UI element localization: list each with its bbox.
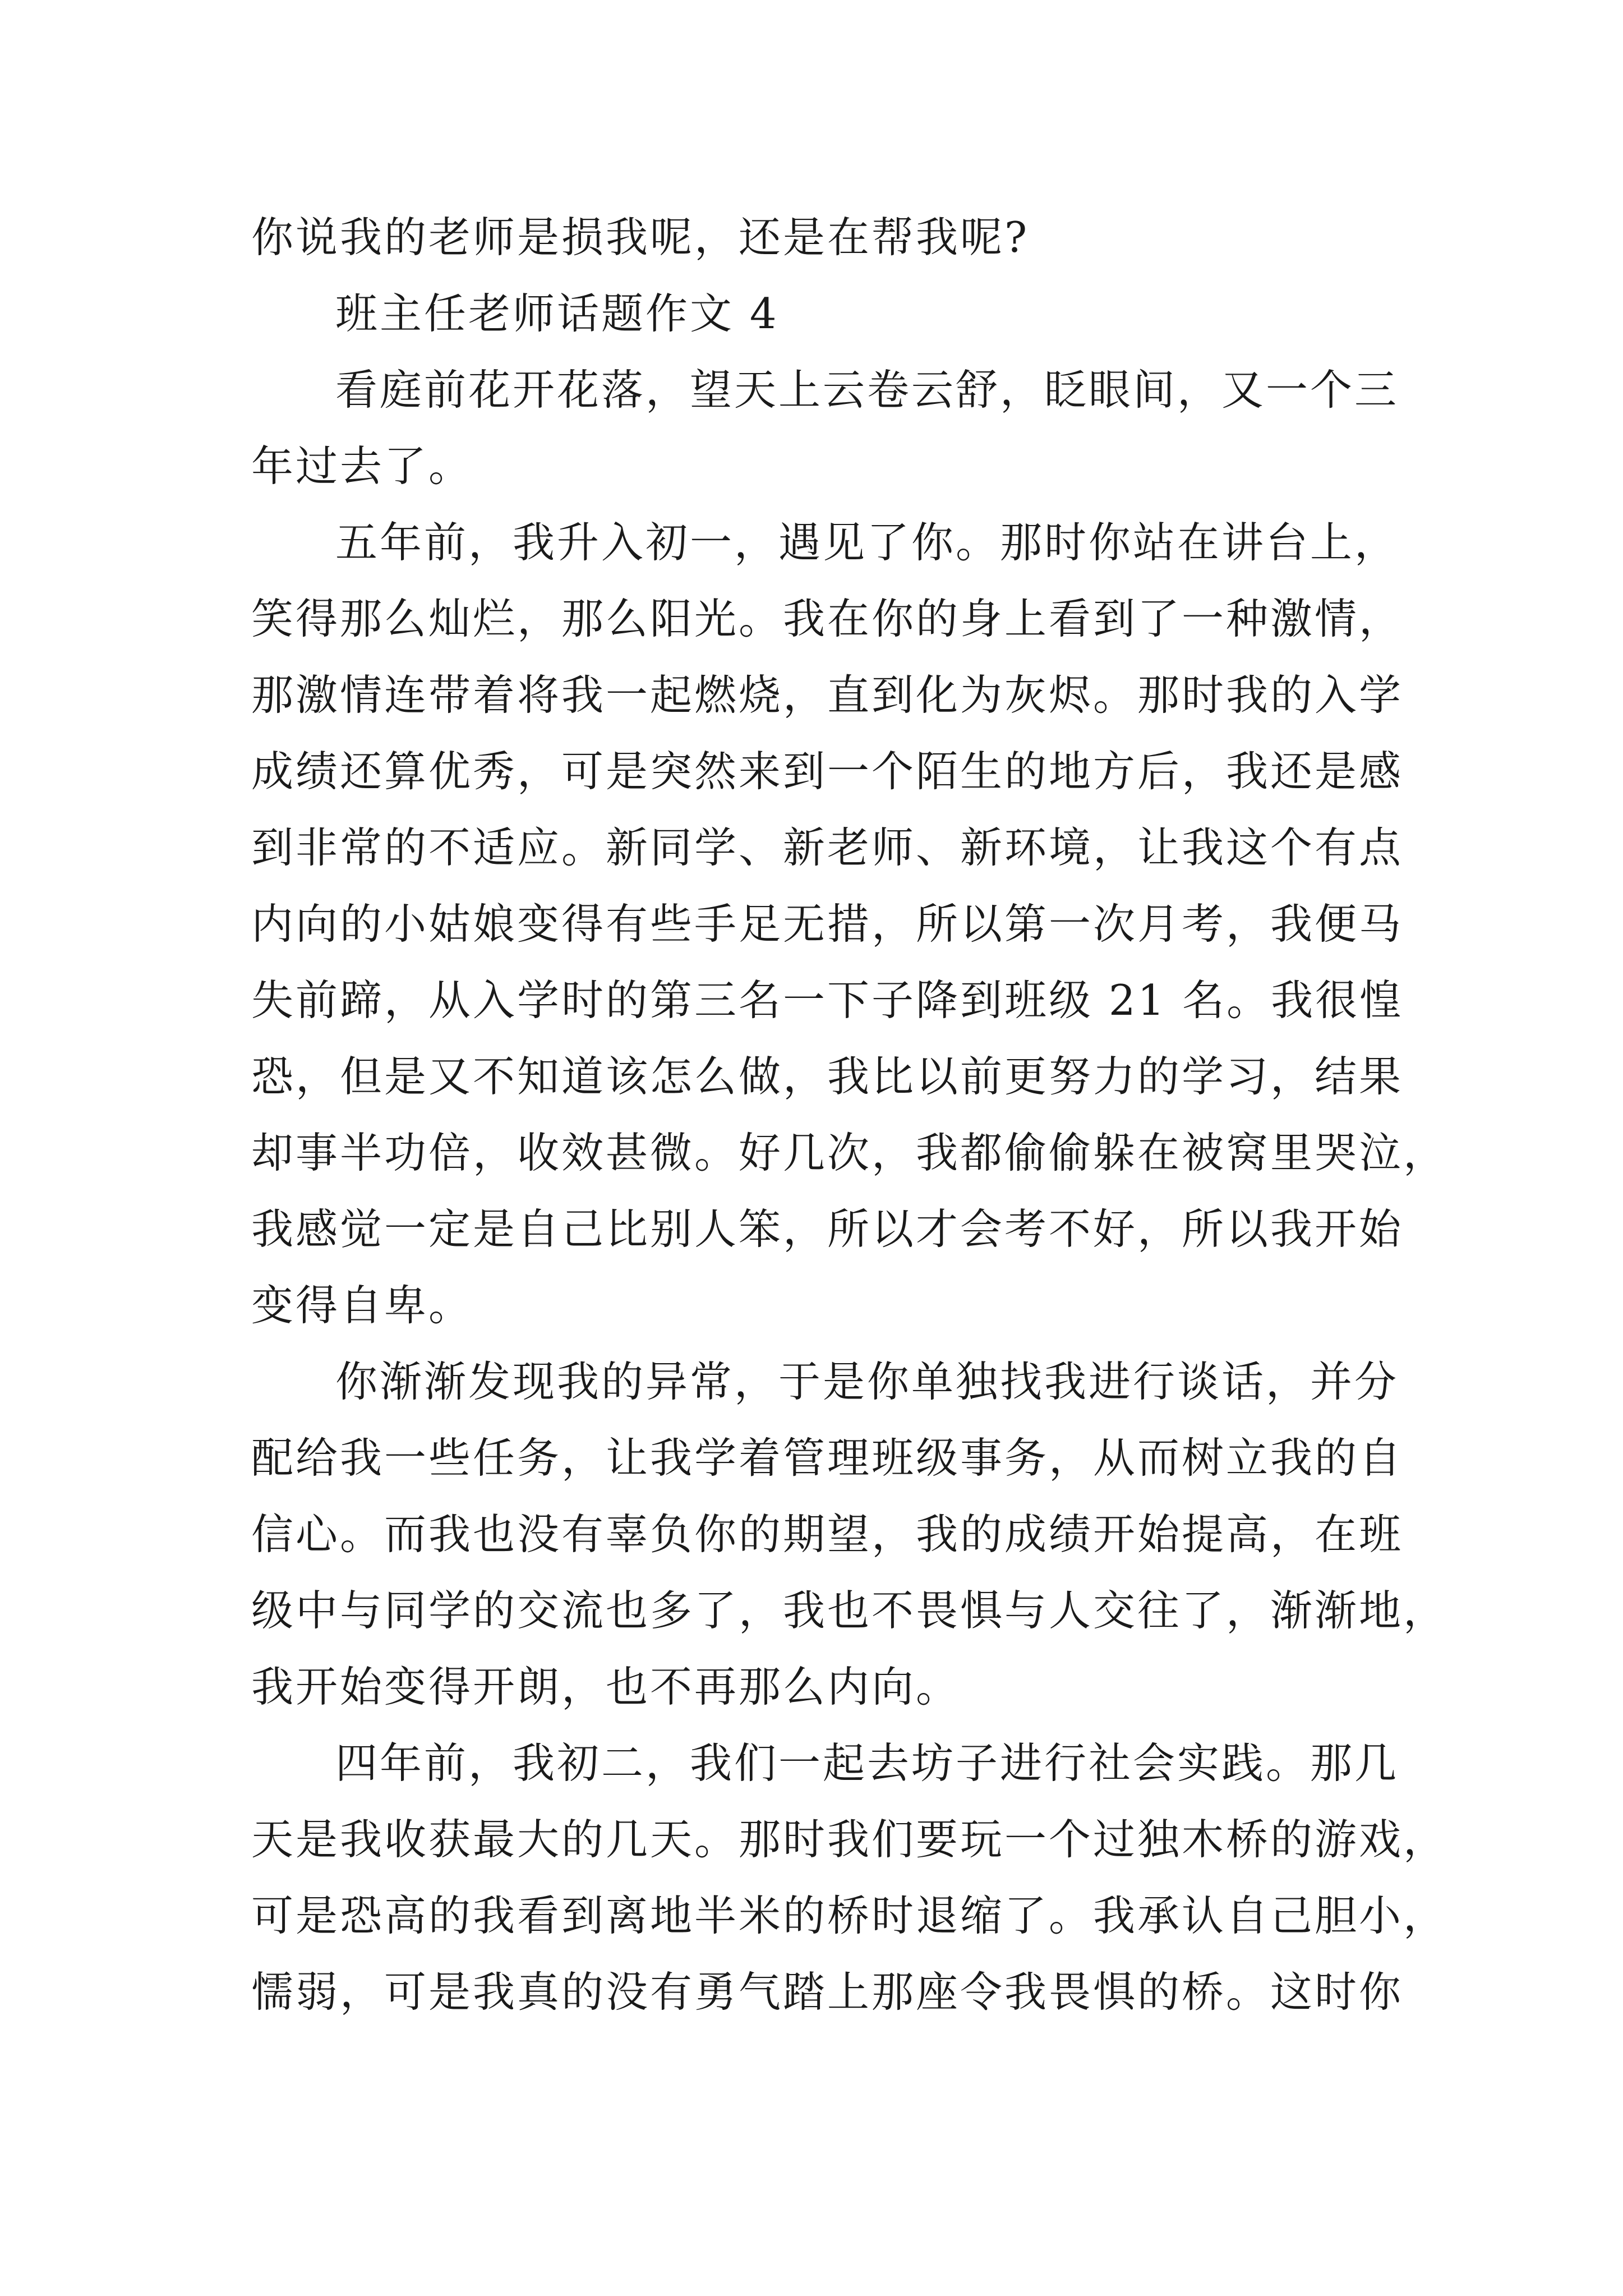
text-line: 看庭前花开花落，望天上云卷云舒，眨眼间，又一个三 bbox=[335, 365, 1399, 415]
essay-body bbox=[251, 199, 1448, 2030]
text-line: 成绩还算优秀，可是突然来到一个陌生的地方后，我还是感 bbox=[251, 747, 1404, 796]
text-line: 五年前，我升入初一，遇见了你。那时你站在讲台上， bbox=[335, 518, 1399, 567]
text-line: 天是我收获最大的几天。那时我们要玩一个过独木桥的游戏， bbox=[251, 1815, 1448, 1864]
text-line: 变得自卑。 bbox=[251, 1281, 473, 1330]
text-line: 笑得那么灿烂，那么阳光。我在你的身上看到了一种激情， bbox=[251, 594, 1404, 643]
text-line: 内向的小姑娘变得有些手足无措，所以第一次月考，我便马 bbox=[251, 899, 1404, 949]
text-line: 失前蹄，从入学时的第三名一下子降到班级 21 名。我很惶 bbox=[251, 976, 1404, 1025]
text-line: 配给我一些任务，让我学着管理班级事务，从而树立我的自 bbox=[251, 1433, 1404, 1483]
text-line: 可是恐高的我看到离地半米的桥时退缩了。我承认自己胆小， bbox=[251, 1891, 1448, 1940]
text-line: 那激情连带着将我一起燃烧，直到化为灰烬。那时我的入学 bbox=[251, 670, 1404, 720]
text-line: 却事半功倍，收效甚微。好几次，我都偷偷躲在被窝里哭泣， bbox=[251, 1128, 1448, 1177]
text-line: 懦弱，可是我真的没有勇气踏上那座令我畏惧的桥。这时你 bbox=[251, 1967, 1404, 2017]
text-line: 信心。而我也没有辜负你的期望，我的成绩开始提高，在班 bbox=[251, 1510, 1404, 1559]
text-line: 级中与同学的交流也多了，我也不畏惧与人交往了，渐渐地， bbox=[251, 1586, 1448, 1635]
text-line: 你渐渐发现我的异常，于是你单独找我进行谈话，并分 bbox=[335, 1357, 1399, 1406]
text-line: 我开始变得开朗，也不再那么内向。 bbox=[251, 1662, 961, 1711]
text-line: 四年前，我初二，我们一起去坊子进行社会实践。那几 bbox=[335, 1738, 1399, 1788]
text-line: 年过去了。 bbox=[251, 441, 473, 491]
text-line: 我感觉一定是自己比别人笨，所以才会考不好，所以我开始 bbox=[251, 1204, 1404, 1254]
text-line: 恐，但是又不知道该怎么做，我比以前更努力的学习，结果 bbox=[251, 1052, 1404, 1101]
text-line: 你说我的老师是损我呢，还是在帮我呢? bbox=[251, 213, 1030, 262]
text-line: 到非常的不适应。新同学、新老师、新环境，让我这个有点 bbox=[251, 823, 1404, 872]
essay-title: 班主任老师话题作文 4 bbox=[335, 289, 779, 338]
